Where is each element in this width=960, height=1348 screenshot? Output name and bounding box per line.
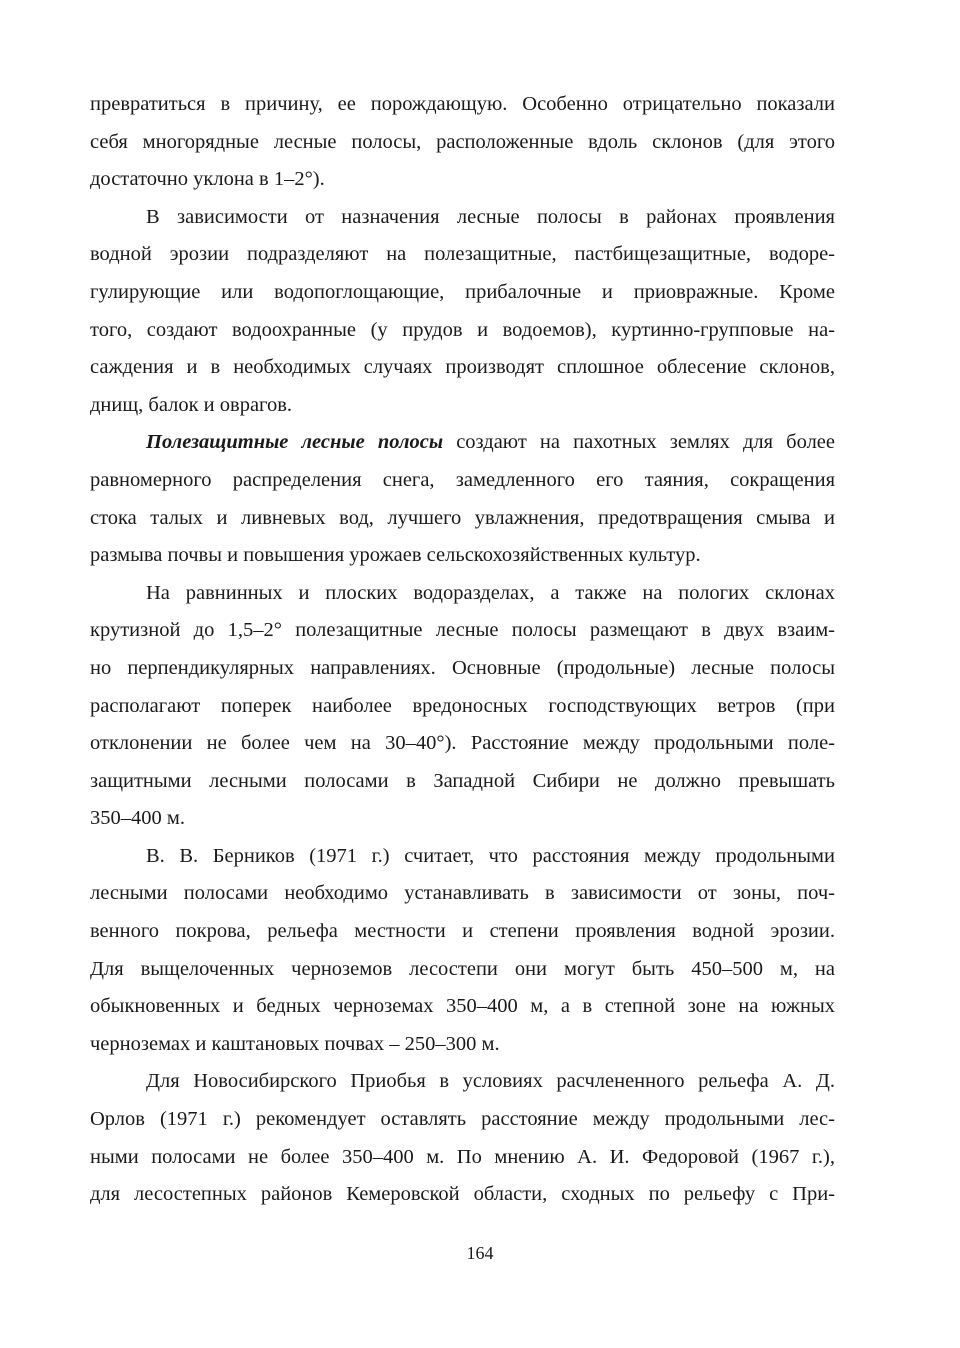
text-line: Для выщелоченных черноземов лесостепи они могут быть 450–500 м, на [90,957,835,980]
text-line: В зависимости от назначения лесные полосы в районах проявления [146,205,835,228]
text-line: венного покрова, рельефа местности и степени проявления водной эрозии. [90,920,835,943]
text-line: В. В. Берников (1971 г.) считает, что расстояния между продольными [146,844,835,867]
text-line: лесными полосами необходимо устанавливать в зависимости от зоны, поч- [90,882,835,905]
paragraph-4 [90,575,835,838]
text-line: черноземах и каштановых почвах – 250–300 м. [90,1032,500,1055]
text-line [90,424,835,462]
text-line: днищ, балок и оврагов. [90,393,293,416]
text-line: На равнинных и плоских водоразделах, а также на пологих склонах [146,581,835,604]
text-line: располагают поперек наиболее вредоносных господствующих ветров (при [90,694,835,717]
text-line: водной эрозии подразделяют на полезащитные, пастбищезащитные, водоре- [90,243,835,266]
text-line: того, создают водоохранные (у прудов и водоемов), куртинно-групповые на- [90,318,835,341]
text-line: Орлов (1971 г.) рекомендует оставлять расстояние между продольными лес- [90,1108,835,1131]
text-line: стока талых и ливневых вод, лучшего увлажнения, предотвращения смыва и [90,506,835,529]
page-number: 164 [466,1243,494,1263]
text-line: Для Новосибирского Приобья в условиях расчлененного рельефа А. Д. [146,1070,835,1093]
text-fragment: создают на пахотных землях для более [443,431,836,454]
emphasized-term: Полезащитные лесные полосы [146,431,444,454]
text-line: размыва почвы и повышения урожаев сельскохозяйственных культур. [90,544,701,567]
text-line: обыкновенных и бедных черноземах 350–400 м, а в степной зоне на южных [90,995,835,1018]
text-line: равномерного распределения снега, замедленного его таяния, сокращения [90,468,835,491]
paragraph-2 [90,199,835,425]
paragraph-3 [90,424,835,574]
text-line: 350–400 м. [90,807,185,830]
text-line: защитными лесными полосами в Западной Сибири не должно превышать [90,769,835,792]
text-line: достаточно уклона в 1–2°). [90,168,325,191]
text-line: отклонении не более чем на 30–40°). Расстояние между продольными поле- [90,732,835,755]
text-line: превратиться в причину, ее порождающую. Особенно отрицательно показали [90,93,835,115]
text-line: для лесостепных районов Кемеровской области, сходных по рельефу с При- [90,1183,835,1206]
text-line: себя многорядные лесные полосы, расположенные вдоль склонов (для этого [90,130,835,153]
text-line: но перпендикулярных направлениях. Основные (продольные) лесные полосы [90,656,835,679]
text-line: саждения и в необходимых случаях производят сплошное облесение склонов, [90,356,835,379]
body-text [90,86,835,1214]
text-line: крутизной до 1,5–2° полезащитные лесные полосы размещают в двух взаим- [90,619,835,642]
paragraph-6 [90,1063,835,1213]
paragraph-5 [90,838,835,1064]
text-line: гулирующие или водопоглощающие, прибалочные и приовражные. Кроме [90,280,835,303]
text-line: ными полосами не более 350–400 м. По мнению А. И. Федоровой (1967 г.), [90,1145,835,1168]
paragraph-1 [90,86,835,199]
